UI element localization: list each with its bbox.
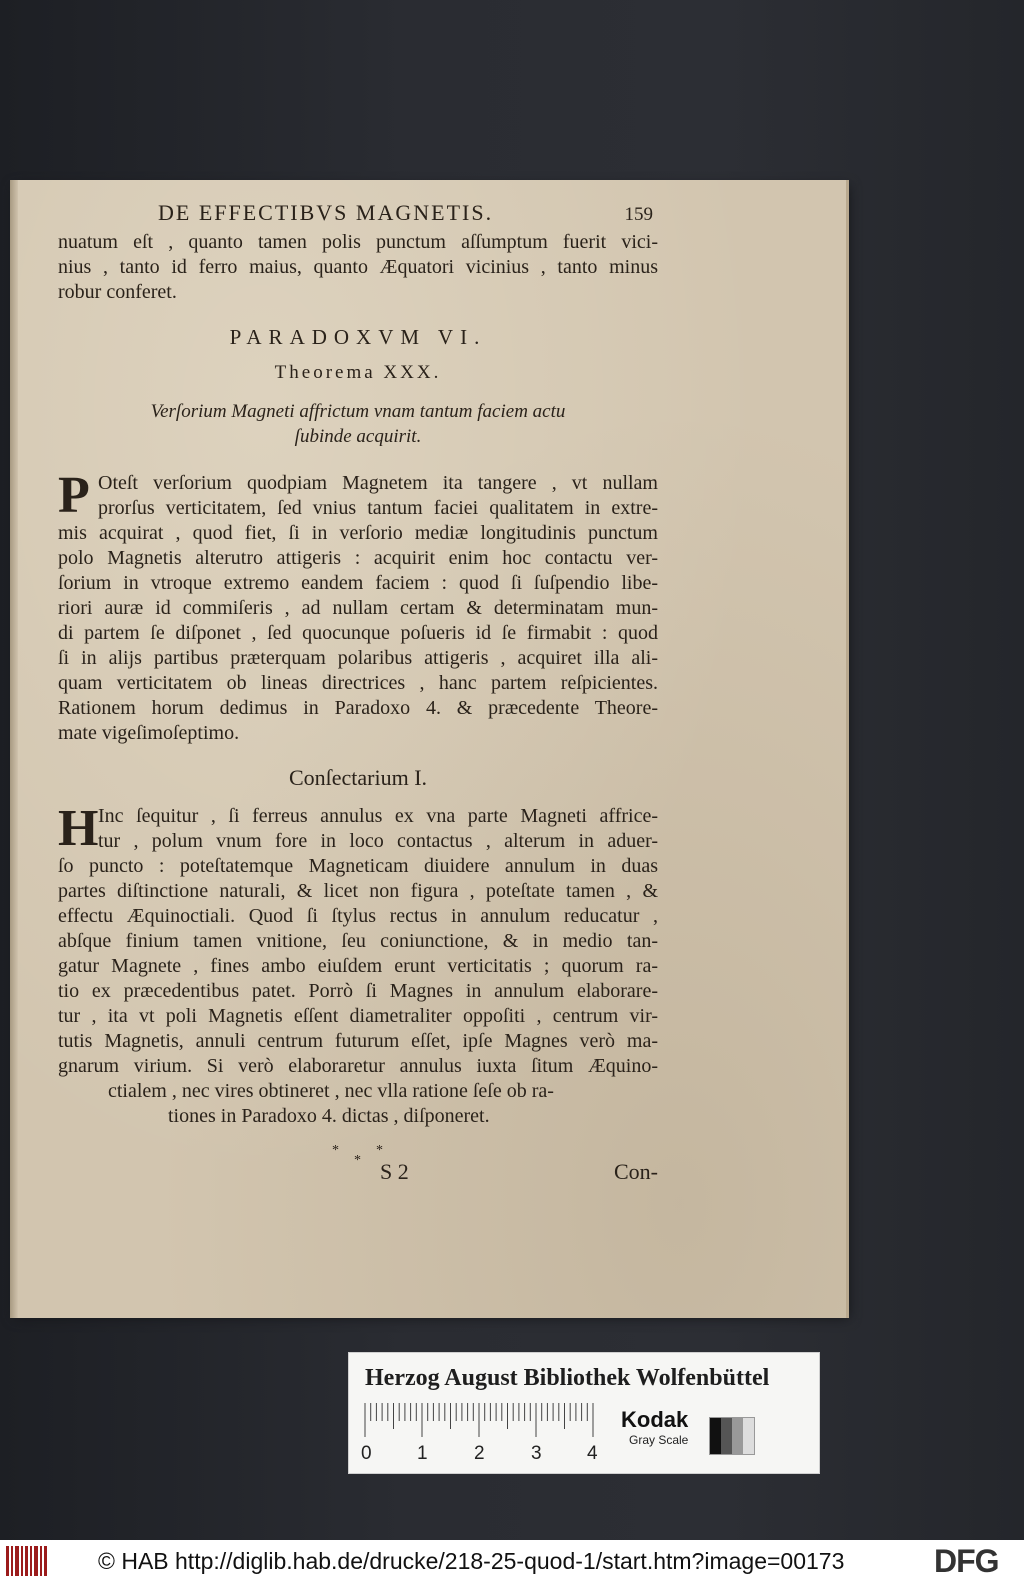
ruler-scale-icon	[361, 1401, 611, 1441]
text-line: mis acquirat , quod fiet, ſi in verſorio mediæ longitudinis punctum	[58, 522, 658, 544]
asterism	[58, 1129, 658, 1168]
text-line: abſque finium tamen vnitione, ſeu coniunctione, & in medio tan-	[58, 930, 658, 952]
page-text-block	[58, 200, 658, 1193]
text-line: quam verticitatem ob lineas directrices , hanc partem reſpicientes.	[58, 672, 658, 694]
text-line: robur conferet.	[58, 281, 177, 303]
kodak-subtitle: Gray Scale	[629, 1433, 689, 1447]
text-line: prorſus verticitatem, ſed vnius tantum faciei qualitatem in extre-	[98, 497, 658, 519]
text-line: tur , polum vnum fore in loco contactus , alterum in aduer-	[98, 830, 658, 852]
page-number: 159	[624, 204, 653, 225]
ruler-label: 3	[531, 1443, 542, 1464]
text-line: Inc ſequitur , ſi ferreus annulus ex vna parte Magneti affrice-	[98, 805, 658, 827]
asterisk: *	[354, 1153, 361, 1168]
barcode-icon	[6, 1546, 48, 1576]
catchword: Con-	[614, 1159, 658, 1184]
asterisk: *	[376, 1143, 383, 1158]
text-line: Rationem horum dedimus in Paradoxo 4. & præcedente Theore-	[58, 697, 658, 719]
source-link[interactable]: © HAB http://diglib.hab.de/drucke/218-25-quod-1/start.htm?image=00173	[98, 1548, 845, 1574]
text-line: nuatum eſt , quanto tamen polis punctum aſſumptum fuerit vici-	[58, 231, 658, 253]
text-line: Oteſt verſorium quodpiam Magnetem ita tangere , vt nullam	[98, 472, 658, 494]
text-line: effectu Æquinoctiali. Quod ſi ſtylus rectus in annulum reducatur ,	[58, 905, 658, 927]
text-line: tio ex præcedentibus patet. Porrò ſi Magnes in annulum elaborare-	[58, 980, 658, 1002]
page-foot	[58, 1159, 658, 1193]
viewer-footer	[0, 1540, 1024, 1582]
library-color-card	[348, 1352, 820, 1474]
text-line: tur , ita vt poli Magnetis eſſent diametraliter oppoſiti , centrum vir-	[58, 1005, 658, 1027]
ruler-label: 2	[474, 1443, 485, 1464]
dropcap: P	[58, 467, 90, 524]
theorem-heading: Theorema XXX.	[274, 362, 442, 383]
text-line: gnarum virium. Si verò elaboraretur annulus iuxta ſitum Æquino-	[58, 1055, 658, 1077]
intro-lines	[58, 230, 658, 305]
text-line: di partem ſe diſponet , ſed quocunque poſueris id ſe firmabit : quod	[58, 622, 658, 644]
ruler-label: 0	[361, 1443, 372, 1464]
text-line: ſorium in vtroque extremo eandem faciem : quod ſi ſuſpendio libe-	[58, 572, 658, 594]
corollary-heading: Conſectarium I.	[288, 765, 428, 790]
text-line: riori auræ id commiſeris , ad nullam certam & determinatam mun-	[58, 597, 658, 619]
text-line: tutis Magnetis, annuli centrum futurum eſſet, ipſe Magnes verò ma-	[58, 1030, 658, 1052]
section-heading: PARADOXVM VI.	[229, 325, 487, 349]
statement-line: ſubinde acquirit.	[294, 426, 422, 447]
running-title: DE EFFECTIBVS MAGNETIS.	[158, 200, 494, 225]
statement-line: Verſorium Magneti affrictum vnam tantum faciem actu	[150, 401, 566, 422]
text-line: mate vigeſimoſeptimo.	[58, 722, 240, 744]
asterisk: *	[332, 1143, 339, 1158]
dfg-logo: DFG	[934, 1543, 999, 1579]
text-line: tiones in Paradoxo 4. dictas , diſponeret.	[168, 1105, 490, 1127]
text-line: nius , tanto id ferro maius, quanto Æquatori vicinius , tanto minus	[58, 256, 658, 278]
ruler-label: 1	[417, 1443, 428, 1464]
kodak-logo: Kodak	[621, 1407, 689, 1432]
text-line: gatur Magnete , fines ambo eiuſdem erunt verticitatis ; quorum ra-	[58, 955, 658, 977]
signature-mark: S 2	[380, 1159, 409, 1184]
paragraph-1	[58, 467, 658, 746]
paragraph-2	[58, 800, 658, 1129]
text-line: ctialem , nec vires obtineret , nec vlla ratione ſeſe ob ra-	[108, 1080, 554, 1102]
running-head	[158, 200, 653, 230]
text-line: ſo puncto : poteſtatemque Magneticam diuidere annulum in duas	[58, 855, 658, 877]
grayscale-patch-icon	[709, 1417, 755, 1455]
dropcap: H	[58, 800, 99, 857]
theorem-statement	[58, 399, 658, 449]
ruler-label: 4	[587, 1443, 598, 1464]
page-gutter-edge	[10, 180, 18, 1318]
text-line: polo Magnetis alterutro attigeris : acquirit enim hoc contactu ver-	[58, 547, 658, 569]
book-page	[10, 180, 849, 1318]
text-line: partes diſtinctione naturali, & licet non figura , poteſtate tamen , &	[58, 880, 658, 902]
library-name: Herzog August Bibliothek Wolfenbüttel	[365, 1365, 770, 1391]
text-line: ſi in alijs partibus præterquam polaribus attigeris , acquiret illa ali-	[58, 647, 658, 669]
